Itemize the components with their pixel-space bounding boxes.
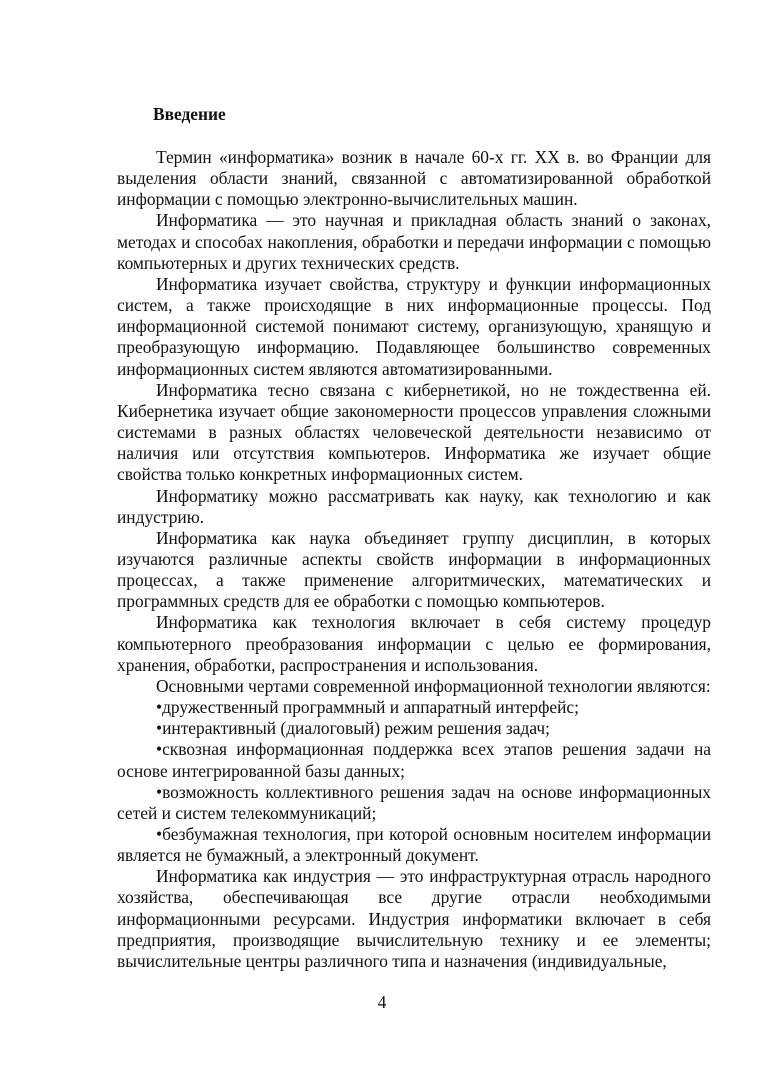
bullet-item: •дружественный программный и аппаратный интерфейс; (156, 697, 579, 718)
section-heading: Введение (153, 104, 226, 124)
paragraph: Информатика — это научная и прикладная область знаний о законах, методах и способах накопления, обработки и передачи информации с помощью компьютерных и других технических средств. (117, 210, 711, 273)
paragraph: Термин «информатика» возник в начале 60-х гг. XX в. во Франции для выделения области знаний, связанной с автоматизированной обработкой информации с помощью электронно-вычислительных машин. (117, 147, 711, 210)
paragraph: Информатика как технология включает в себя систему процедур компьютерного преобразования информации с целью ее формирования, хранения, обработки, распространения и использования. (117, 612, 711, 675)
paragraph: Информатика как индустрия — это инфраструктурная отрасль народного хозяйства, обеспечивающая все другие отрасли необходимыми информационными ресурсами. Индустрия информатики включает в себя предприятия, производящие вычислительную технику и ее элементы; вычислительные центры различного типа и назначения (индивидуальные, (117, 866, 711, 971)
page-number: 4 (377, 992, 387, 1012)
bullet-item: •сквозная информационная поддержка всех этапов решения задачи на основе интегрированной базы данных; (117, 739, 711, 781)
paragraph: Информатика изучает свойства, структуру и функции информационных систем, а также происходящие в них информационные процессы. Под информационной системой понимают систему, организующую, хранящую и преобразующую информацию. Подавляющее большинство современных информационных систем являются автоматизированными. (117, 273, 711, 379)
bullet-item: •возможность коллективного решения задач на основе информационных сетей и систем телекоммуникаций; (117, 781, 711, 823)
document-body (117, 104, 711, 972)
paragraph: Информатику можно рассматривать как науку, как технологию и как индустрию. (117, 485, 711, 527)
paragraph: Информатика как наука объединяет группу дисциплин, в которых изучаются различные аспекты свойств информации в информационных процессах, а также применение алгоритмических, математических и программных средств для ее обработки с помощью компьютеров. (117, 527, 711, 612)
paragraph: Информатика тесно связана с кибернетикой, но не тождественна ей. Кибернетика изучает общие закономерности процессов управления сложными системами в разных областях человеческой деятельности независимо от наличия или отсутствия компьютеров. Информатика же изучает общие свойства только конкретных информационных систем. (117, 379, 711, 485)
bullet-item: •безбумажная технология, при которой основным носителем информации является не бумажный, а электронный документ. (117, 824, 711, 866)
paragraph: Основными чертами современной информационной технологии являются: (156, 675, 711, 696)
bullet-item: •интерактивный (диалоговый) режим решения задач; (156, 718, 550, 739)
